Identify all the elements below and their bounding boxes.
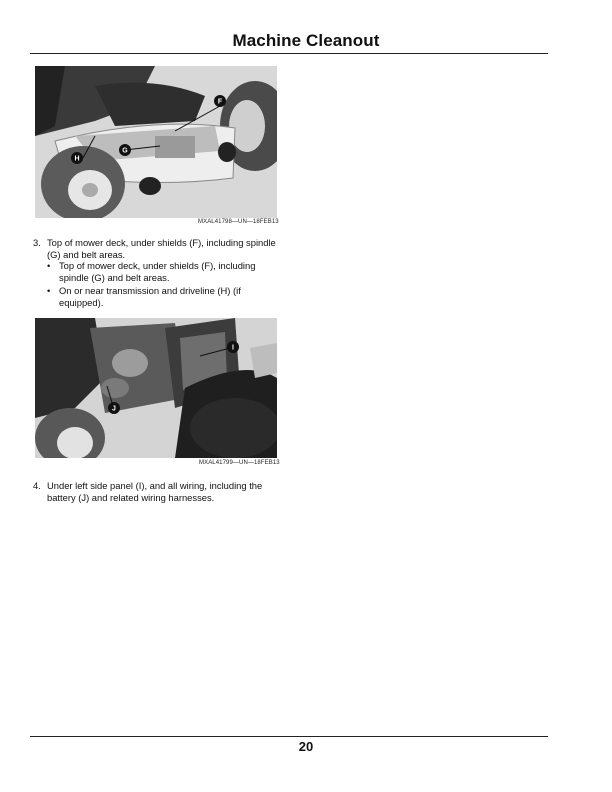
mower-deck-figure bbox=[35, 66, 277, 218]
list-item bbox=[47, 260, 283, 283]
callout-f-label: F bbox=[217, 98, 223, 106]
callout-g-label: G bbox=[122, 147, 128, 155]
bullet-text: On or near transmission and driveline (H) (if equipped). bbox=[59, 285, 241, 308]
step-3-text: Top of mower deck, under shields (F), including spindle (G) and belt areas. bbox=[47, 237, 276, 260]
step-4-text: Under left side panel (I), and all wiring, including the battery (J) and related wiring harnesses. bbox=[47, 480, 263, 503]
step-3-number: 3. bbox=[33, 237, 41, 248]
callout-h-label: H bbox=[74, 155, 80, 163]
page-number: 20 bbox=[298, 739, 314, 754]
bullet-text: Top of mower deck, under shields (F), including spindle (G) and belt areas. bbox=[59, 260, 256, 283]
footer-rule bbox=[30, 736, 548, 737]
side-panel-figure bbox=[35, 318, 277, 458]
list-item bbox=[47, 285, 283, 308]
step-3-bullet-list bbox=[47, 260, 283, 310]
callout-i-label: I bbox=[232, 344, 234, 352]
figure2-caption: MXAL41799—UN—18FEB13 bbox=[199, 460, 280, 466]
step-4 bbox=[33, 480, 283, 503]
step-3 bbox=[33, 237, 283, 260]
bullet-dot: • bbox=[47, 260, 51, 271]
callout-j-label: J bbox=[112, 405, 116, 413]
side-panel-illustration bbox=[35, 318, 277, 458]
bullet-dot: • bbox=[47, 285, 51, 296]
page-title: Machine Cleanout bbox=[232, 31, 380, 50]
header-rule bbox=[30, 53, 548, 54]
mower-deck-illustration bbox=[35, 66, 277, 218]
step-4-number: 4. bbox=[33, 480, 41, 491]
figure1-caption: MXAL41798—UN—18FEB13 bbox=[198, 219, 279, 225]
